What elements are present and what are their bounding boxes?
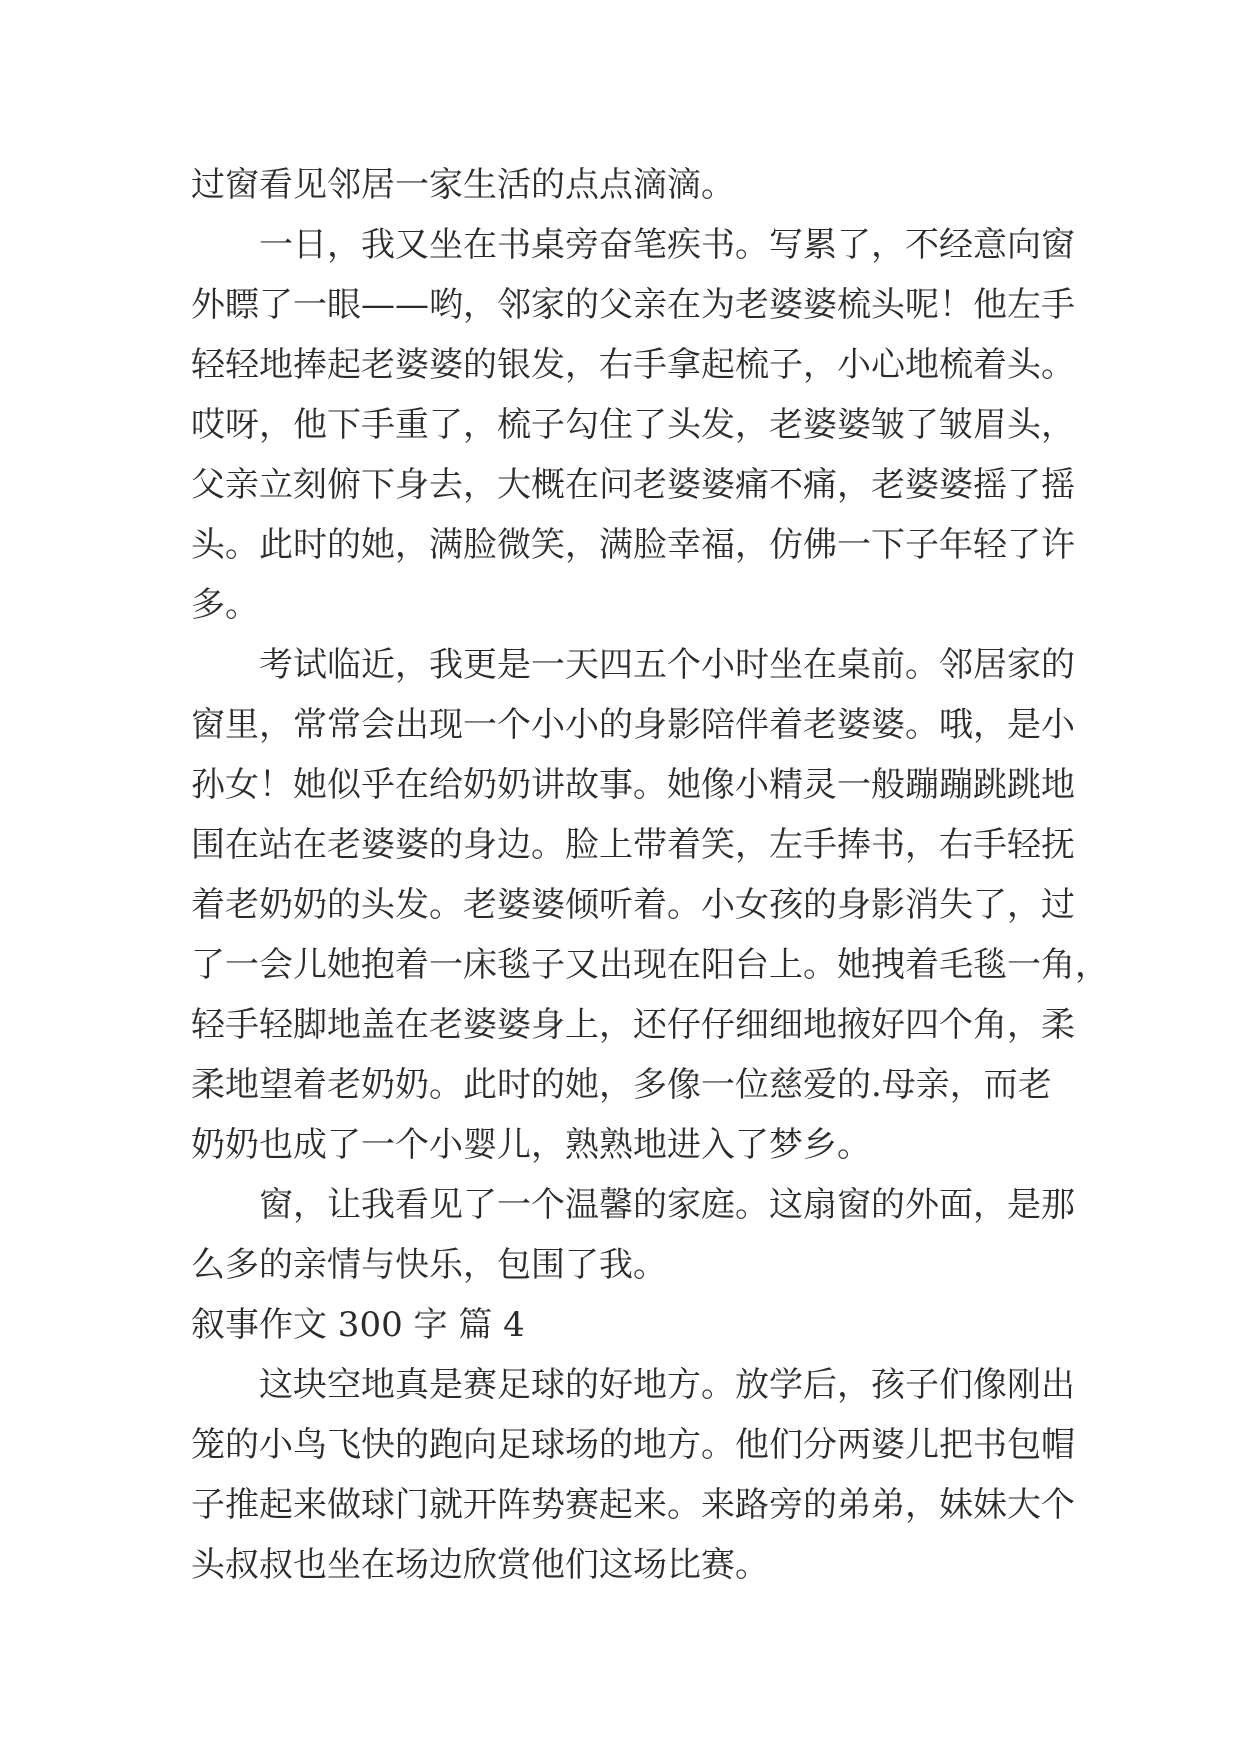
text-line: 奶奶也成了一个小婴儿，熟熟地进入了梦乡。: [191, 1125, 871, 1165]
text-line: 柔地望着老奶奶。此时的她，多像一位慈爱的.母亲，而老: [191, 1065, 1052, 1105]
paragraph-start-line: 这块空地真是赛足球的好地方。放学后，孩子们像刚出: [259, 1365, 1075, 1405]
text-line: 哎呀，他下手重了，梳子勾住了头发，老婆婆皱了皱眉头，: [191, 405, 1075, 445]
text-line: 么多的亲情与快乐，包围了我。: [191, 1245, 667, 1285]
paragraph-start-line: 窗，让我看见了一个温馨的家庭。这扇窗的外面，是那: [259, 1185, 1075, 1225]
text-line: 头叔叔也坐在场边欣赏他们这场比赛。: [191, 1545, 769, 1585]
text-line: 笼的小鸟飞快的跑向足球场的地方。他们分两婆儿把书包帽: [191, 1425, 1075, 1465]
text-line: 过窗看见邻居一家生活的点点滴滴。: [191, 165, 735, 205]
paragraph-start-line: 考试临近，我更是一天四五个小时坐在桌前。邻居家的: [259, 645, 1075, 685]
section-heading: 叙事作文 300 字 篇 4: [191, 1305, 525, 1345]
text-line: 了一会儿她抱着一床毯子又出现在阳台上。她拽着毛毯一角，: [191, 945, 1109, 985]
text-line: 外瞟了一眼——哟，邻家的父亲在为老婆婆梳头呢！他左手: [191, 285, 1075, 325]
text-line: 头。此时的她，满脸微笑，满脸幸福，仿佛一下子年轻了许: [191, 525, 1075, 565]
text-line: 轻手轻脚地盖在老婆婆身上，还仔仔细细地掖好四个角，柔: [191, 1005, 1075, 1045]
text-line: 轻轻地捧起老婆婆的银发，右手拿起梳子，小心地梳着头。: [191, 345, 1075, 385]
text-line: 围在站在老婆婆的身边。脸上带着笑，左手捧书，右手轻抚: [191, 825, 1075, 865]
text-line: 着老奶奶的头发。老婆婆倾听着。小女孩的身影消失了，过: [191, 885, 1075, 925]
paragraph-start-line: 一日，我又坐在书桌旁奋笔疾书。写累了，不经意向窗: [259, 225, 1075, 265]
document-body: [191, 155, 1109, 1595]
text-line: 父亲立刻俯下身去，大概在问老婆婆痛不痛，老婆婆摇了摇: [191, 465, 1075, 505]
text-line: 孙女！她似乎在给奶奶讲故事。她像小精灵一般蹦蹦跳跳地: [191, 765, 1075, 805]
text-line: 子推起来做球门就开阵势赛起来。来路旁的弟弟，妹妹大个: [191, 1485, 1075, 1525]
text-line: 多。: [191, 585, 259, 625]
text-line: 窗里，常常会出现一个小小的身影陪伴着老婆婆。哦，是小: [191, 705, 1075, 745]
